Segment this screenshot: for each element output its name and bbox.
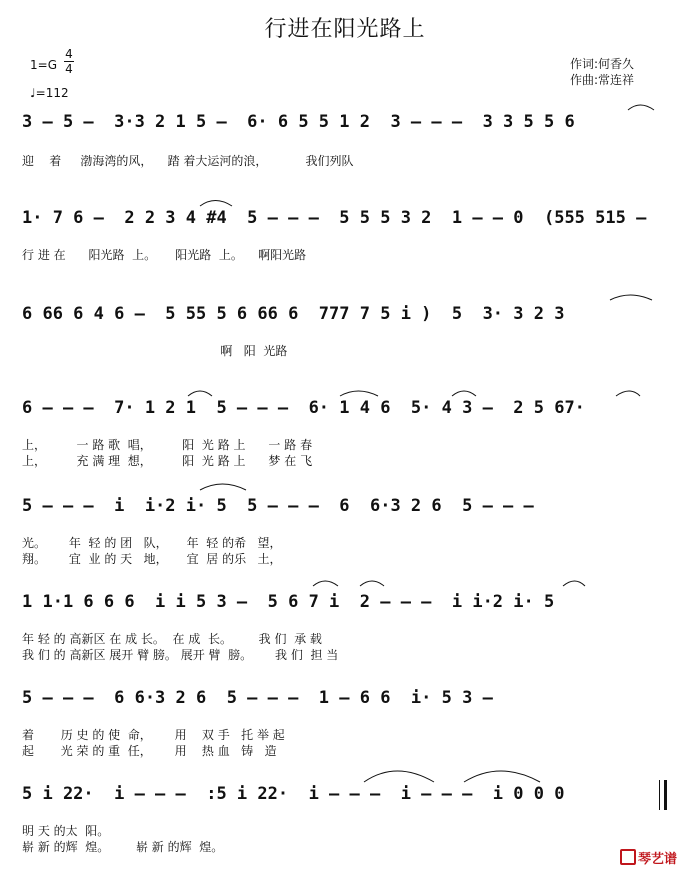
logo-icon (620, 849, 636, 865)
slur (452, 391, 476, 396)
system-2-notes: 1· 7 6 – 2 2 3 4 #4 5 – – – 5 5 5 3 2 1 – – 0 (555 515 – (22, 208, 647, 228)
slur (188, 391, 212, 396)
meter-top: 4 (65, 47, 73, 61)
tempo-marking: ♩=112 (30, 86, 69, 100)
system-6-notes: 1 1·1 6 6 6 i i 5 3 – 5 6 7 i 2 – – – i i·2 i· 5 (22, 592, 555, 612)
system-5-lyrics-2: 翔。 宜 业 的 天 地， 宜 居 的乐 土， (22, 552, 282, 566)
slur (628, 105, 654, 110)
barline (659, 780, 660, 810)
system-1-lyrics-1: 迎 着 渤海湾的风， 踏 着大运河的浪， 我们列队 (22, 154, 354, 168)
slur (200, 201, 232, 207)
slur (340, 391, 378, 396)
system-6-lyrics-1: 年 轻 的 高新区 在 成 长。 在 成 长。 我 们 承 载 (22, 632, 322, 646)
lyricist: 作词:何香久 (570, 57, 635, 71)
site-logo (620, 848, 677, 867)
slur (616, 391, 640, 396)
system-7-lyrics-2: 起 光 荣 的 重 任， 用 热 血 铸 造 (22, 744, 277, 758)
system-5-notes: 5 – – – i i·2 i· 5 5 – – – 6 6·3 2 6 5 – – – (22, 496, 534, 516)
final-barline (664, 780, 667, 810)
system-8-notes: 5 i 22· i – – – :5 i 22· i – – – i – – – i 0 0 0 (22, 784, 565, 804)
system-4-notes: 6 – – – 7· 1 2 1 5 – – – 6· 1 4 6 5· 4 3 – 2 5 67· (22, 398, 585, 418)
slur (313, 581, 338, 586)
system-8-lyrics-1: 明 天 的太 阳。 (22, 824, 110, 838)
slur (610, 295, 652, 300)
system-1-notes: 3 – 5 – 3·3 2 1 5 – 6· 6 5 5 1 2 3 – – – 3 3 5 5 6 (22, 112, 575, 132)
meter-bottom: 4 (65, 62, 73, 76)
system-2-lyrics-1: 行 进 在 阳光路 上。 阳光路 上。 啊阳光路 (22, 248, 307, 262)
system-4-lyrics-1: 上， 一 路 歌 唱， 阳 光 路 上 一 路 春 (22, 438, 313, 452)
slur (360, 581, 384, 586)
system-3-lyrics-1: 啊 阳 光路 (22, 344, 288, 358)
slur (563, 581, 585, 586)
key-signature: 1=G (30, 58, 57, 72)
system-5-lyrics-1: 光。 年 轻 的 团 队， 年 轻 的希 望， (22, 536, 282, 550)
system-8-lyrics-2: 崭 新 的辉 煌。 崭 新 的辉 煌。 (22, 840, 224, 854)
system-7-notes: 5 – – – 6 6·3 2 6 5 – – – 1 – 6 6 i· 5 3 – (22, 688, 493, 708)
slur (464, 771, 540, 782)
song-title: 行进在阳光路上 (264, 17, 426, 42)
slur (200, 484, 246, 490)
system-3-notes: 6 66 6 4 6 – 5 55 5 6 66 6 777 7 5 i ) 5 3· 3 2 3 (22, 304, 565, 324)
system-6-lyrics-2: 我 们 的 高新区 展开 臂 膀。 展开 臂 膀。 我 们 担 当 (22, 648, 339, 662)
system-7-lyrics-1: 着 历 史 的 使 命， 用 双 手 托 举 起 (22, 728, 285, 742)
system-4-lyrics-2: 上， 充 满 理 想， 阳 光 路 上 梦 在 飞 (22, 454, 313, 468)
logo-text: 琴艺谱 (638, 852, 678, 867)
slur (364, 771, 434, 782)
composer: 作曲:常连祥 (570, 73, 635, 87)
